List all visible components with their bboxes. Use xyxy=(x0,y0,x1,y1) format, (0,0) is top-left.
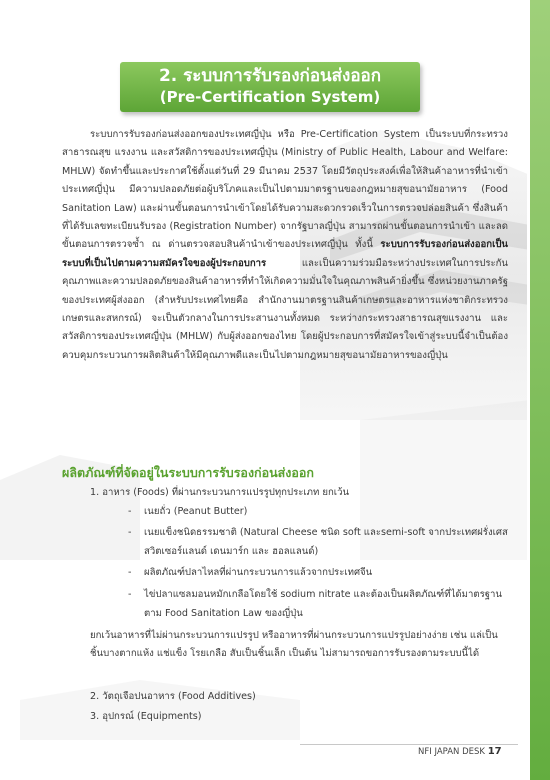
list-item-equipments: 3. อุปกรณ์ (Equipments) xyxy=(90,711,202,722)
banner-title-english: (Pre-Certification System) xyxy=(159,88,381,106)
intro-paragraph-block xyxy=(62,126,508,365)
intro-text-bold: ระบบการรับรองก่อนส่งออกเป็นระบบที่เป็นไปตามความสมัครใจของผู้ประกอบการ xyxy=(62,239,508,269)
list-item-food-additives: 2. วัตถุเจือปนอาหาร (Food Additives) xyxy=(90,691,256,702)
intro-paragraph xyxy=(62,126,508,365)
section-heading: ผลิตภัณฑ์ที่จัดอยู่ในระบบการรับรองก่อนส่งออก xyxy=(62,465,314,480)
footer-label: NFI JAPAN DESK xyxy=(418,747,485,757)
sub-item-processed-eel: ผลิตภัณฑ์ปลาไหลที่ผ่านกระบวนการแล้วจากประเทศจีน xyxy=(144,567,373,578)
list-item-foods: 1. อาหาร (Foods) ที่ผ่านกระบวนการแปรรูปทุกประเภท ยกเว้น xyxy=(90,487,350,498)
intro-text-part1: ระบบการรับรองก่อนส่งออกของประเทศญี่ปุ่น หรือ Pre-Certification System เป็นระบบที่กระทรวงสาธารณสุข แรงงาน และสวัสดิการของประเทศญี่ปุ่น (Ministry of Public Health, Labour and Welfare: MHLW) จัดทำขึ้นและประกาศใช้ตั้งแต่วันที่ 29 มีนาคม 2537 โดยมีวัตถุประสงค์เพื่อให้สินค้าอาหารที่นำเข้าประเทศญี่ปุ่น มีความปลอดภัยต่อผู้บริโภคและเป็นไปตามมาตรฐานของกฎหมายสุขอนามัยอาหาร (Food Sanitation Law) และผ่านขั้นตอนการนำเข้าโดยได้รับความสะดวกรวดเร็วในการตรวจปล่อยสินค้า ซึ่งสินค้าที่ได้รับเลขทะเบียนรับรอง (Registration Number) จากรัฐบาลญี่ปุ่น สามารถผ่านขั้นตอนการนำเข้า และลดขั้นตอนการตรวจซ้ำ ณ ด่านตรวจสอบสินค้านำเข้าของประเทศญี่ปุ่น ทั้งนี้ xyxy=(62,129,508,251)
page-number: 17 xyxy=(487,746,502,757)
sub-item-salmon-roe-cont: ตาม Food Sanitation Law ของญี่ปุ่น xyxy=(144,608,303,619)
section-banner xyxy=(120,62,420,112)
sub-item-salmon-roe: ไข่ปลาแซลมอนหมักเกลือโดยใช้ sodium nitrate และต้องเป็นผลิตภัณฑ์ที่ได้มาตรฐาน xyxy=(144,589,502,600)
dash-bullet: - xyxy=(128,506,132,517)
dash-bullet: - xyxy=(128,527,132,538)
sub-item-natural-cheese-cont: สวิตเซอร์แลนด์ เดนมาร์ก และ ฮอลแลนด์) xyxy=(144,546,319,557)
right-green-edge-bar xyxy=(530,0,550,780)
sub-item-peanut-butter: เนยถั่ว (Peanut Butter) xyxy=(144,506,248,517)
exception-note xyxy=(90,627,508,663)
dash-bullet: - xyxy=(128,589,132,600)
sub-item-natural-cheese: เนยแข็งชนิดธรรมชาติ (Natural Cheese ชนิด soft และsemi-soft จากประเทศฝรั่งเศส xyxy=(144,527,508,538)
page-footer xyxy=(418,746,502,757)
dash-bullet: - xyxy=(128,567,132,578)
footer-rule xyxy=(300,744,518,745)
exception-note-text: ยกเว้นอาหารที่ไม่ผ่านกระบวนการแปรรูป หรืออาหารที่ผ่านกระบวนการแปรรูปอย่างง่าย เช่น แล่เป็นชิ้นบางตากแห้ง แช่แข็ง โรยเกลือ สับเป็นชิ้นเล็ก เป็นต้น ไม่สามารถขอการรับรองตามระบบนี้ได้ xyxy=(90,630,498,659)
banner-title-thai: 2. ระบบการรับรองก่อนส่งออก xyxy=(158,66,382,86)
intro-text-part2: และเป็นความร่วมมือระหว่างประเทศในการประกันคุณภาพและความปลอดภัยของสินค้าอาหารที่ทำให้เกิดความมั่นใจในคุณภาพสินค้ายิ่งขึ้น ซึ่งหน่วยงานภาครัฐของประเทศผู้ส่งออก (สำหรับประเทศไทยคือ สำนักงานมาตรฐานสินค้าเกษตรและอาหารแห่งชาติกระทรวงเกษตรและสหกรณ์) จะเป็นตัวกลางในการประสานงานทั้งหมด ระหว่างกระทรวงสาธารณสุขแรงงาน และสวัสดิการของประเทศญี่ปุ่น (MHLW) กับผู้ส่งออกของไทย โดยผู้ประกอบการที่สมัครใจเข้าสู่ระบบนี้จำเป็นต้องควบคุมกระบวนการผลิตสินค้าให้มีคุณภาพดีและเป็นไปตามกฎหมายสุขอนามัยอาหารของญี่ปุ่น xyxy=(62,257,508,361)
